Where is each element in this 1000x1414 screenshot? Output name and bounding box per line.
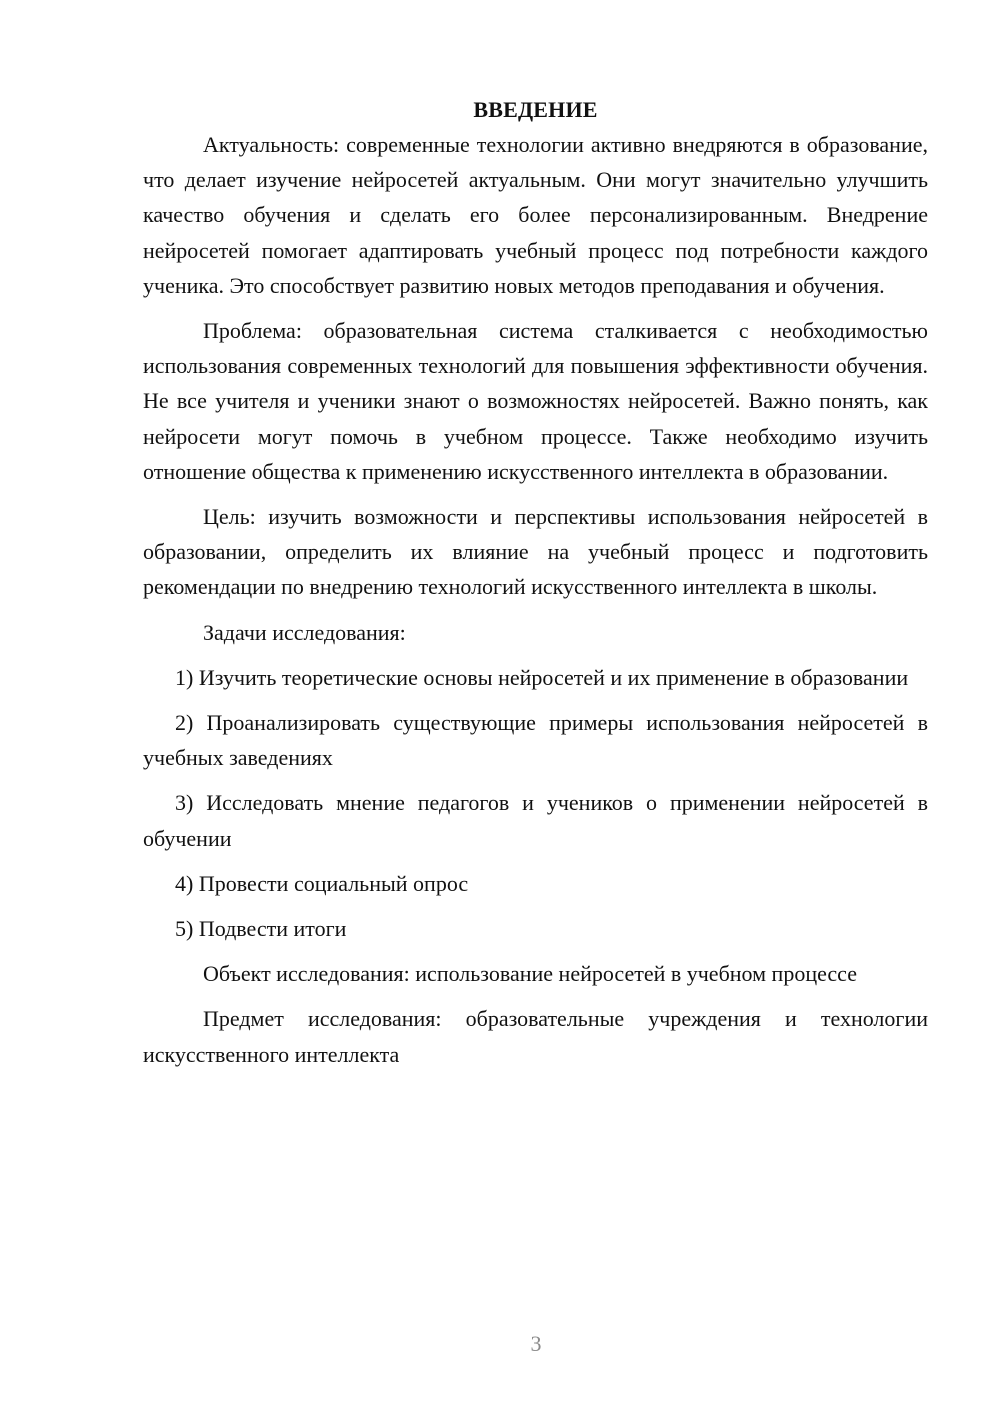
paragraph-problem: Проблема: образовательная система сталкивается с необходимостью использования современных технологий для повышения эффективности обучения. Не все учителя и ученики знают о возможностях нейросетей. Важно понять, как нейросети могут помочь в учебном процессе. Также необходимо изучить отношение общества к применению искусственного интеллекта в образовании. [143, 318, 928, 484]
task-item: 1) Изучить теоретические основы нейросетей и их применение в образовании [175, 664, 909, 690]
task-item: 3) Исследовать мнение педагогов и учеников о применении нейросетей в обучении [143, 790, 928, 851]
document-page [143, 92, 928, 1082]
paragraph-goal: Цель: изучить возможности и перспективы использования нейросетей в образовании, определить их влияние на учебный процесс и подготовить рекомендации по внедрению технологий искусственного интеллекта в школы. [143, 504, 928, 600]
paragraph-object: Объект исследования: использование нейросетей в учебном процессе [203, 961, 857, 987]
paragraph-subject: Предмет исследования: образовательные учреждения и технологии искусственного интеллекта [143, 1006, 928, 1067]
section-title: ВВЕДЕНИЕ [473, 97, 598, 122]
paragraph-relevance: Актуальность: современные технологии активно внедряются в образование, что делает изучение нейросетей актуальным. Они могут значительно улучшить качество обучения и сделать его более персонализированным. Внедрение нейросетей помогает адаптировать учебный процесс под потребности каждого ученика. Это способствует развитию новых методов преподавания и обучения. [143, 132, 928, 298]
page-number: 3 [530, 1331, 542, 1356]
task-item: 4) Провести социальный опрос [175, 870, 469, 896]
task-item: 5) Подвести итоги [175, 916, 347, 942]
tasks-heading: Задачи исследования: [203, 619, 406, 645]
task-item: 2) Проанализировать существующие примеры использования нейросетей в учебных заведениях [143, 710, 928, 771]
